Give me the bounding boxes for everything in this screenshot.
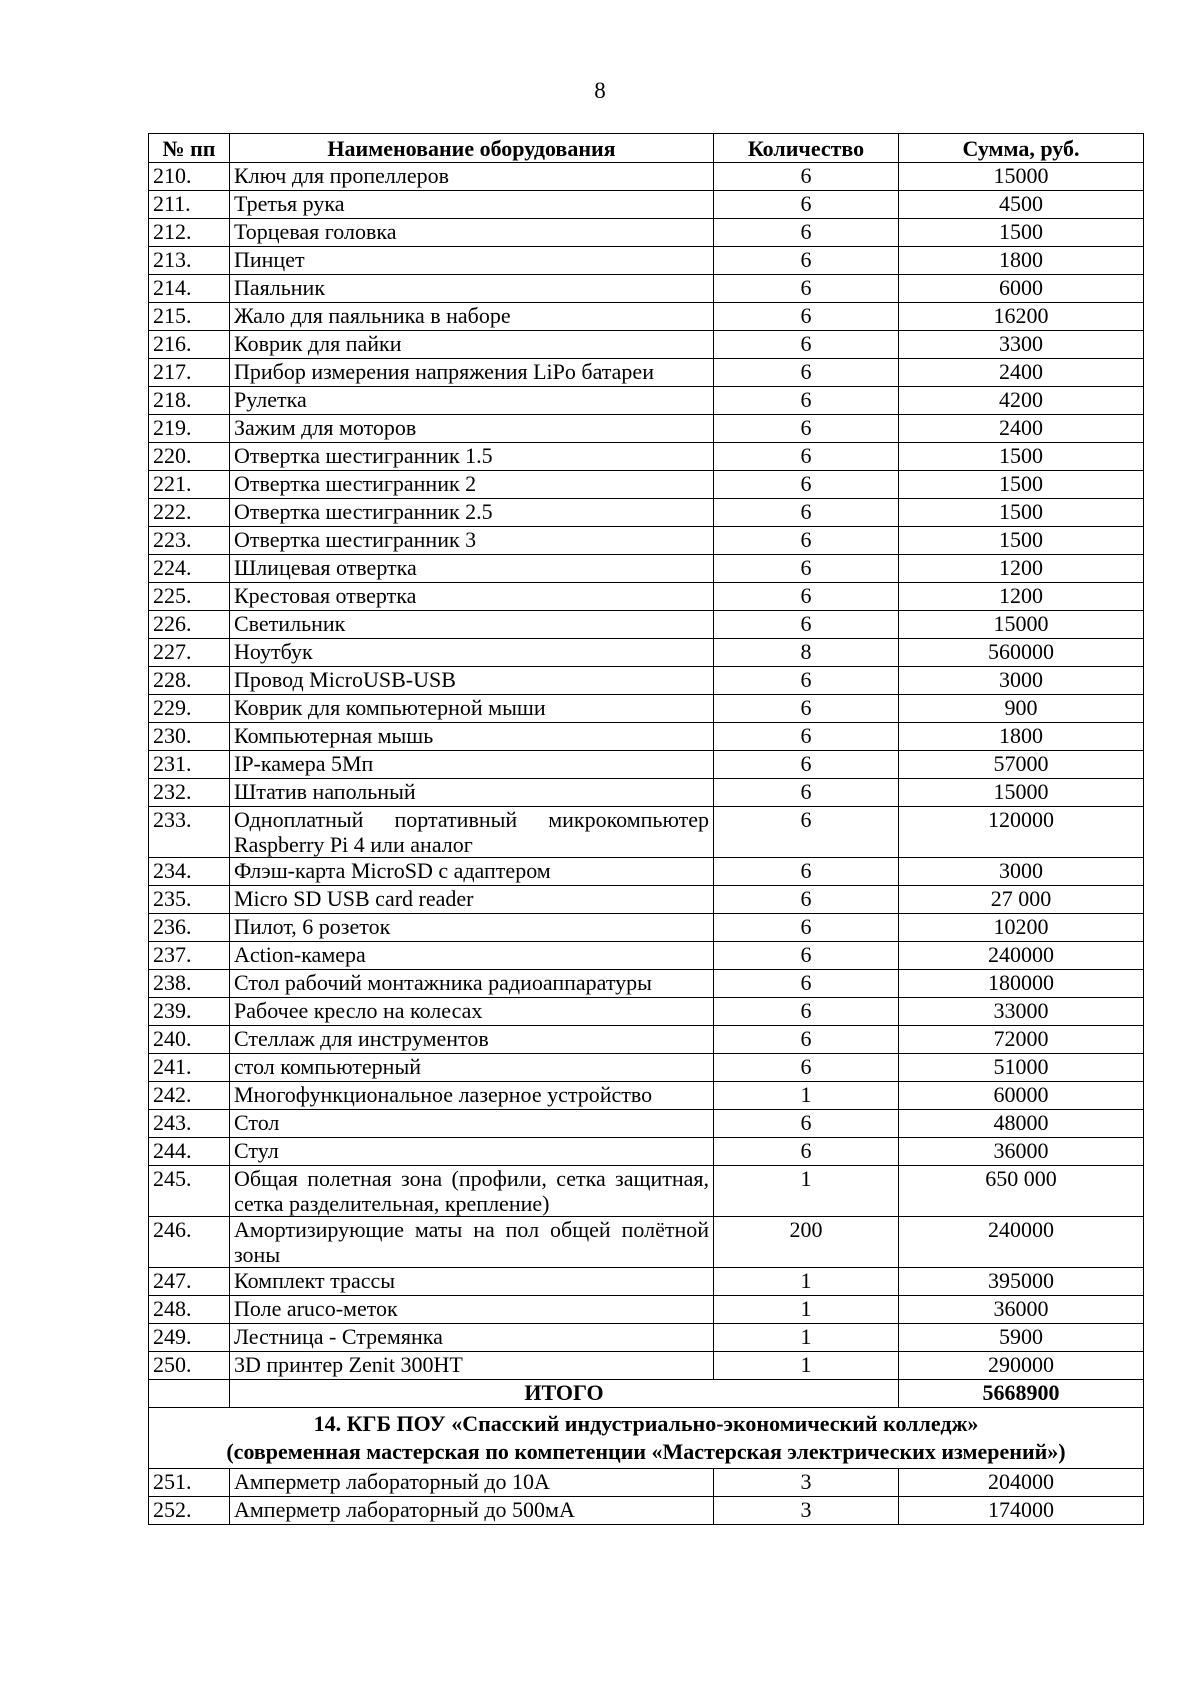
row-qty: 6 xyxy=(714,1054,899,1082)
table-row xyxy=(149,247,1144,275)
row-qty: 6 xyxy=(714,779,899,807)
table-row xyxy=(149,1352,1144,1380)
row-qty: 6 xyxy=(714,886,899,914)
table-row xyxy=(149,1469,1144,1497)
row-qty: 6 xyxy=(714,499,899,527)
row-num: 252. xyxy=(149,1497,230,1525)
row-qty: 6 xyxy=(714,751,899,779)
row-sum: 1500 xyxy=(899,471,1144,499)
row-qty: 6 xyxy=(714,471,899,499)
section-title: 14. КГБ ПОУ «Спасский индустриально-экономический колледж» xyxy=(313,1411,979,1436)
row-qty: 6 xyxy=(714,247,899,275)
table-row xyxy=(149,1296,1144,1324)
row-num: 219. xyxy=(149,415,230,443)
row-name: Стул xyxy=(230,1138,714,1166)
row-name: Многофункциональное лазерное устройство xyxy=(230,1082,714,1110)
row-name: Прибор измерения напряжения LiPo батареи xyxy=(230,359,714,387)
row-name: 3D принтер Zenit 300HT xyxy=(230,1352,714,1380)
table-row xyxy=(149,163,1144,191)
row-num: 239. xyxy=(149,998,230,1026)
table-row xyxy=(149,1217,1144,1268)
row-qty: 6 xyxy=(714,807,899,858)
row-sum: 15000 xyxy=(899,163,1144,191)
row-qty: 6 xyxy=(714,1110,899,1138)
row-name: Амперметр лабораторный до 10А xyxy=(230,1469,714,1497)
row-233-group xyxy=(149,807,1144,858)
row-sum: 6000 xyxy=(899,275,1144,303)
row-sum: 900 xyxy=(899,695,1144,723)
table-row xyxy=(149,858,1144,886)
row-qty: 6 xyxy=(714,191,899,219)
table-row xyxy=(149,1054,1144,1082)
row-name: Компьютерная мышь xyxy=(230,723,714,751)
row-name: Action-камера xyxy=(230,942,714,970)
table-row xyxy=(149,303,1144,331)
row-num: 228. xyxy=(149,667,230,695)
row-sum: 120000 xyxy=(899,807,1144,858)
table-row xyxy=(149,807,1144,858)
row-num: 211. xyxy=(149,191,230,219)
table-row xyxy=(149,970,1144,998)
table-row xyxy=(149,695,1144,723)
row-qty: 6 xyxy=(714,1026,899,1054)
row-sum: 1500 xyxy=(899,443,1144,471)
row-sum: 650 000 xyxy=(899,1166,1144,1217)
row-num: 243. xyxy=(149,1110,230,1138)
section-header-row xyxy=(149,1408,1144,1469)
row-sum: 16200 xyxy=(899,303,1144,331)
row-num: 234. xyxy=(149,858,230,886)
table-row xyxy=(149,219,1144,247)
row-num: 242. xyxy=(149,1082,230,1110)
row-num: 220. xyxy=(149,443,230,471)
row-name: Жало для паяльника в наборе xyxy=(230,303,714,331)
table-row xyxy=(149,942,1144,970)
row-qty: 1 xyxy=(714,1166,899,1217)
table-row xyxy=(149,499,1144,527)
row-name: Рабочее кресло на колесах xyxy=(230,998,714,1026)
table-row xyxy=(149,886,1144,914)
row-num: 249. xyxy=(149,1324,230,1352)
table-row xyxy=(149,998,1144,1026)
row-sum: 4200 xyxy=(899,387,1144,415)
row-sum: 240000 xyxy=(899,1217,1144,1268)
table-row xyxy=(149,191,1144,219)
table-row xyxy=(149,914,1144,942)
rows-group-a xyxy=(149,163,1144,807)
table-row xyxy=(149,555,1144,583)
row-sum: 1500 xyxy=(899,219,1144,247)
row-sum: 290000 xyxy=(899,1352,1144,1380)
row-sum: 15000 xyxy=(899,611,1144,639)
row-sum: 72000 xyxy=(899,1026,1144,1054)
row-name: Отвертка шестигранник 1.5 xyxy=(230,443,714,471)
table-row xyxy=(149,471,1144,499)
row-sum: 560000 xyxy=(899,639,1144,667)
table-row xyxy=(149,639,1144,667)
row-sum: 36000 xyxy=(899,1296,1144,1324)
header-name: Наименование оборудования xyxy=(230,134,714,163)
row-num: 214. xyxy=(149,275,230,303)
row-sum: 3000 xyxy=(899,858,1144,886)
table-row xyxy=(149,1138,1144,1166)
row-qty: 200 xyxy=(714,1217,899,1268)
row-qty: 6 xyxy=(714,387,899,415)
row-num: 247. xyxy=(149,1268,230,1296)
row-name: Шлицевая отвертка xyxy=(230,555,714,583)
row-name: Одноплатный портативный микрокомпьютер Raspberry Pi 4 или аналог xyxy=(230,807,714,858)
row-qty: 6 xyxy=(714,970,899,998)
row-num: 222. xyxy=(149,499,230,527)
table-row xyxy=(149,779,1144,807)
row-num: 224. xyxy=(149,555,230,583)
row-sum: 4500 xyxy=(899,191,1144,219)
row-qty: 1 xyxy=(714,1082,899,1110)
table-row xyxy=(149,1166,1144,1217)
row-sum: 3000 xyxy=(899,667,1144,695)
row-sum: 60000 xyxy=(899,1082,1144,1110)
row-name: Стол рабочий монтажника радиоаппаратуры xyxy=(230,970,714,998)
row-num: 229. xyxy=(149,695,230,723)
row-num: 233. xyxy=(149,807,230,858)
row-qty: 6 xyxy=(714,527,899,555)
row-qty: 8 xyxy=(714,639,899,667)
row-qty: 6 xyxy=(714,942,899,970)
row-num: 217. xyxy=(149,359,230,387)
row-qty: 6 xyxy=(714,695,899,723)
row-num: 236. xyxy=(149,914,230,942)
row-qty: 6 xyxy=(714,611,899,639)
row-name: Micro SD USB card reader xyxy=(230,886,714,914)
page-number: 8 xyxy=(594,78,606,103)
row-num: 250. xyxy=(149,1352,230,1380)
row-name: Пилот, 6 розеток xyxy=(230,914,714,942)
row-qty: 6 xyxy=(714,331,899,359)
row-name: Светильник xyxy=(230,611,714,639)
row-name: Поле aruco-меток xyxy=(230,1296,714,1324)
table-row xyxy=(149,1026,1144,1054)
row-qty: 6 xyxy=(714,219,899,247)
row-num: 218. xyxy=(149,387,230,415)
table-row xyxy=(149,415,1144,443)
row-sum: 204000 xyxy=(899,1469,1144,1497)
row-num: 246. xyxy=(149,1217,230,1268)
row-sum: 2400 xyxy=(899,415,1144,443)
total-group xyxy=(149,1380,1144,1469)
table-row xyxy=(149,527,1144,555)
row-num: 227. xyxy=(149,639,230,667)
table-row xyxy=(149,359,1144,387)
row-sum: 51000 xyxy=(899,1054,1144,1082)
rows-group-c xyxy=(149,1268,1144,1380)
row-sum: 36000 xyxy=(899,1138,1144,1166)
row-num: 240. xyxy=(149,1026,230,1054)
table-row xyxy=(149,275,1144,303)
row-qty: 1 xyxy=(714,1352,899,1380)
row-name: Штатив напольный xyxy=(230,779,714,807)
header-sum: Сумма, руб. xyxy=(899,134,1144,163)
row-qty: 6 xyxy=(714,667,899,695)
row-qty: 6 xyxy=(714,415,899,443)
row-num: 232. xyxy=(149,779,230,807)
row-sum: 48000 xyxy=(899,1110,1144,1138)
row-qty: 6 xyxy=(714,443,899,471)
row-sum: 180000 xyxy=(899,970,1144,998)
row-name: Коврик для пайки xyxy=(230,331,714,359)
row-num: 248. xyxy=(149,1296,230,1324)
row-num: 230. xyxy=(149,723,230,751)
rows-group-d xyxy=(149,1469,1144,1525)
row-name: Ключ для пропеллеров xyxy=(230,163,714,191)
table-row xyxy=(149,1497,1144,1525)
rows-group-b xyxy=(149,858,1144,1166)
row-name: Отвертка шестигранник 2.5 xyxy=(230,499,714,527)
table-row xyxy=(149,583,1144,611)
row-qty: 3 xyxy=(714,1497,899,1525)
row-name: Амортизирующие маты на пол общей полётной зоны xyxy=(230,1217,714,1268)
row-qty: 6 xyxy=(714,555,899,583)
row-qty: 6 xyxy=(714,359,899,387)
total-empty-cell xyxy=(149,1380,230,1408)
total-row xyxy=(149,1380,1144,1408)
row-qty: 6 xyxy=(714,723,899,751)
row-sum: 15000 xyxy=(899,779,1144,807)
row-num: 215. xyxy=(149,303,230,331)
row-num: 223. xyxy=(149,527,230,555)
table-row xyxy=(149,443,1144,471)
row-sum: 1500 xyxy=(899,527,1144,555)
row-name: Флэш-карта MicroSD с адаптером xyxy=(230,858,714,886)
row-num: 244. xyxy=(149,1138,230,1166)
row-num: 241. xyxy=(149,1054,230,1082)
row-name: Комплект трассы xyxy=(230,1268,714,1296)
row-qty: 1 xyxy=(714,1268,899,1296)
table-row xyxy=(149,1268,1144,1296)
row-sum: 1800 xyxy=(899,723,1144,751)
row-qty: 6 xyxy=(714,914,899,942)
row-sum: 5900 xyxy=(899,1324,1144,1352)
row-qty: 6 xyxy=(714,163,899,191)
table-row xyxy=(149,1324,1144,1352)
row-sum: 2400 xyxy=(899,359,1144,387)
table-row xyxy=(149,1082,1144,1110)
row-name: Стеллаж для инструментов xyxy=(230,1026,714,1054)
table-row xyxy=(149,331,1144,359)
row-num: 210. xyxy=(149,163,230,191)
row-sum: 240000 xyxy=(899,942,1144,970)
row-qty: 6 xyxy=(714,1138,899,1166)
row-qty: 6 xyxy=(714,583,899,611)
row-num: 216. xyxy=(149,331,230,359)
row-qty: 6 xyxy=(714,275,899,303)
row-qty: 6 xyxy=(714,858,899,886)
row-name: Рулетка xyxy=(230,387,714,415)
row-name: Ноутбук xyxy=(230,639,714,667)
section-header xyxy=(149,1408,1144,1469)
row-name: Третья рука xyxy=(230,191,714,219)
row-name: Стол xyxy=(230,1110,714,1138)
equipment-table xyxy=(148,133,1144,1525)
row-sum: 27 000 xyxy=(899,886,1144,914)
total-sum: 5668900 xyxy=(899,1380,1144,1408)
row-qty: 1 xyxy=(714,1296,899,1324)
row-qty: 6 xyxy=(714,998,899,1026)
row-sum: 1500 xyxy=(899,499,1144,527)
row-sum: 3300 xyxy=(899,331,1144,359)
row-name: Крестовая отвертка xyxy=(230,583,714,611)
row-qty: 3 xyxy=(714,1469,899,1497)
row-num: 237. xyxy=(149,942,230,970)
row-name: Отвертка шестигранник 2 xyxy=(230,471,714,499)
header-qty: Количество xyxy=(714,134,899,163)
row-num: 212. xyxy=(149,219,230,247)
row-num: 213. xyxy=(149,247,230,275)
total-label: ИТОГО xyxy=(230,1380,899,1408)
row-name: Торцевая головка xyxy=(230,219,714,247)
row-name: стол компьютерный xyxy=(230,1054,714,1082)
table-row xyxy=(149,751,1144,779)
row-num: 238. xyxy=(149,970,230,998)
row-num: 235. xyxy=(149,886,230,914)
table-row xyxy=(149,667,1144,695)
row-sum: 1200 xyxy=(899,583,1144,611)
row-name: Паяльник xyxy=(230,275,714,303)
row-num: 251. xyxy=(149,1469,230,1497)
row-name: Провод MicroUSB-USB xyxy=(230,667,714,695)
row-sum: 1200 xyxy=(899,555,1144,583)
row-name: Зажим для моторов xyxy=(230,415,714,443)
table-row xyxy=(149,387,1144,415)
table-row xyxy=(149,611,1144,639)
table-row xyxy=(149,1110,1144,1138)
row-num: 221. xyxy=(149,471,230,499)
row-sum: 174000 xyxy=(899,1497,1144,1525)
header-num: № пп xyxy=(149,134,230,163)
row-num: 231. xyxy=(149,751,230,779)
section-subtitle: (современная мастерская по компетенции «Мастерская электрических измерений») xyxy=(226,1439,1066,1464)
row-qty: 6 xyxy=(714,303,899,331)
row-name: Лестница - Стремянка xyxy=(230,1324,714,1352)
row-name: Коврик для компьютерной мыши xyxy=(230,695,714,723)
table-row xyxy=(149,723,1144,751)
row-sum: 33000 xyxy=(899,998,1144,1026)
row-name: Отвертка шестигранник 3 xyxy=(230,527,714,555)
row-name: Общая полетная зона (профили, сетка защитная, сетка разделительная, крепление) xyxy=(230,1166,714,1217)
row-sum: 10200 xyxy=(899,914,1144,942)
table-header-row xyxy=(149,134,1144,163)
row-name: Пинцет xyxy=(230,247,714,275)
row-245-246-group xyxy=(149,1166,1144,1268)
row-name: Амперметр лабораторный до 500мА xyxy=(230,1497,714,1525)
row-num: 245. xyxy=(149,1166,230,1217)
row-sum: 1800 xyxy=(899,247,1144,275)
row-sum: 395000 xyxy=(899,1268,1144,1296)
row-name: IP-камера 5Мп xyxy=(230,751,714,779)
row-sum: 57000 xyxy=(899,751,1144,779)
row-num: 225. xyxy=(149,583,230,611)
row-qty: 1 xyxy=(714,1324,899,1352)
row-num: 226. xyxy=(149,611,230,639)
